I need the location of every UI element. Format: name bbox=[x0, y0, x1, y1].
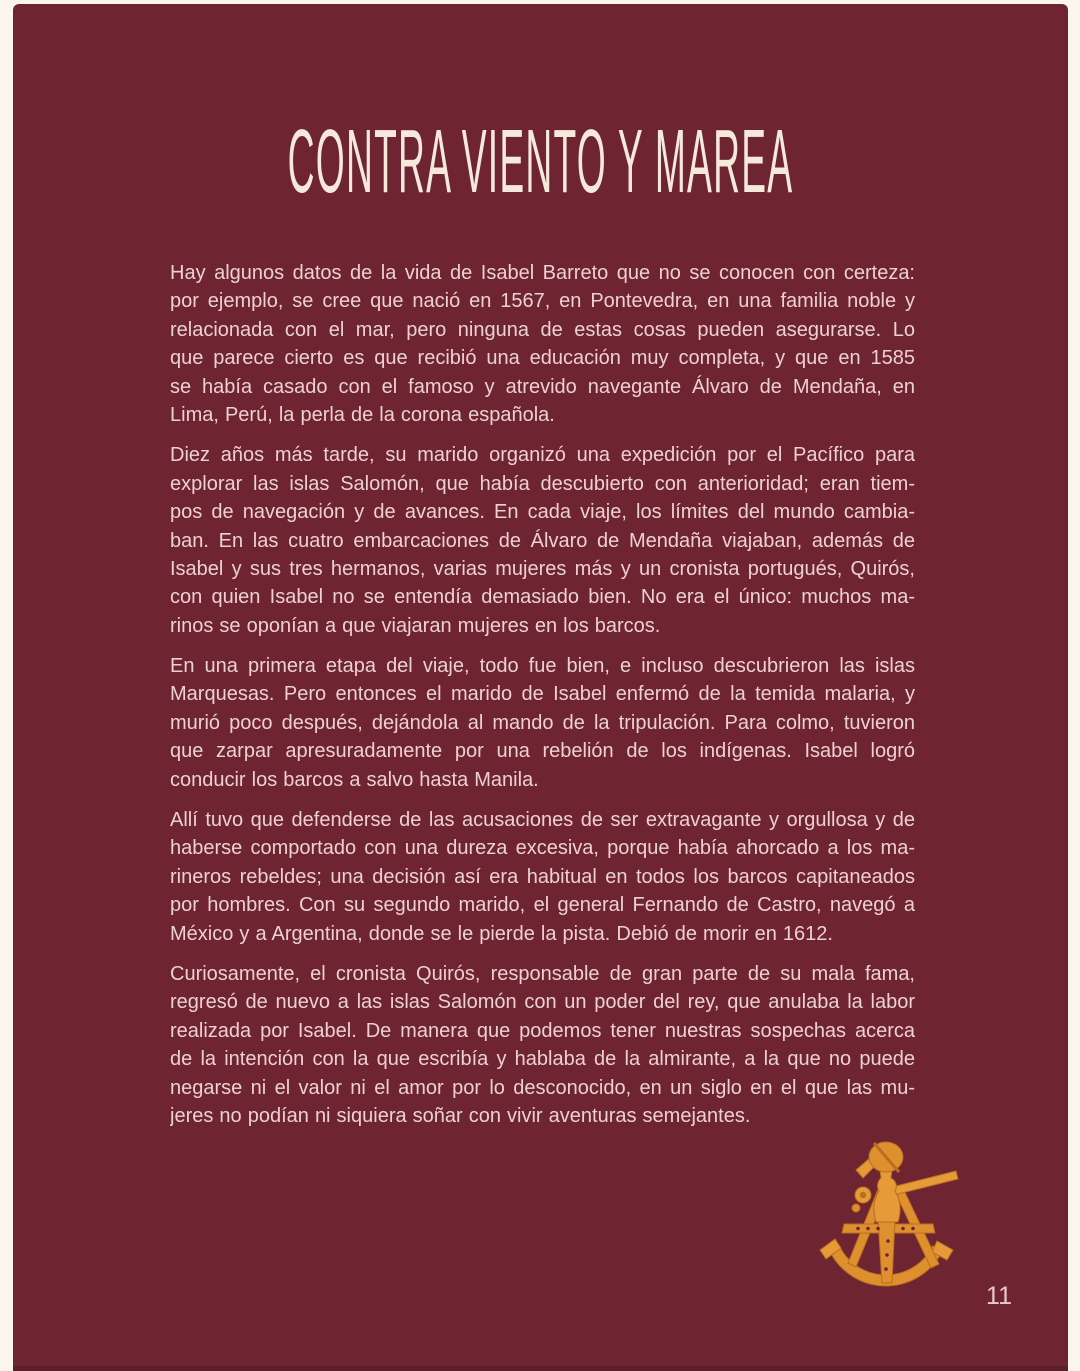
text-line: Diez años más tarde, su marido organizó una expedición por el Pacífico para bbox=[170, 444, 915, 467]
text-line: negarse ni el valor ni el amor por lo desconocido, en un siglo en el que las mu- bbox=[170, 1076, 915, 1099]
text-line: ban. En las cuatro embarcaciones de Álvaro de Mendaña viajaban, además de bbox=[170, 529, 915, 552]
page-number: 11 bbox=[986, 1282, 1012, 1310]
text-line: Isabel y sus tres hermanos, varias mujeres más y un cronista portugués, Quirós, bbox=[170, 557, 915, 580]
page-title: CONTRA VIENTO Y MAREA bbox=[287, 111, 794, 212]
text-line: con quien Isabel no se entendía demasiado bien. No era el único: muchos ma- bbox=[170, 586, 915, 609]
text-line: por hombres. Con su segundo marido, el general Fernando de Castro, navegó a bbox=[170, 894, 915, 917]
paragraph bbox=[170, 960, 915, 1130]
text-line: Hay algunos datos de la vida de Isabel Barreto que no se conocen con certeza: bbox=[170, 262, 915, 284]
text-line: por ejemplo, se cree que nació en 1567, en Pontevedra, en una familia noble y bbox=[170, 290, 915, 313]
text-line: realizada por Isabel. De manera que podemos tener nuestras sospechas acerca bbox=[170, 1019, 915, 1042]
text-line: pos de navegación y de avances. En cada viaje, los límites del mundo cambia- bbox=[170, 501, 915, 524]
text-line: que parece cierto es que recibió una educación muy completa, y que en 1585 bbox=[170, 347, 915, 370]
book-page bbox=[13, 4, 1068, 1371]
text-line: Curiosamente, el cronista Quirós, responsable de gran parte de su mala fama, bbox=[170, 962, 915, 985]
text-line: relacionada con el mar, pero ninguna de estas cosas pueden asegurarse. Lo bbox=[170, 318, 915, 341]
text-line: murió poco después, dejándola al mando de la tripulación. Para colmo, tuvieron bbox=[170, 711, 915, 734]
text-line: conducir los barcos a salvo hasta Manila. bbox=[170, 768, 539, 791]
text-line: rinos se oponían a que viajaran mujeres en los barcos. bbox=[170, 614, 661, 637]
text-line: rineros rebeldes; una decisión así era habitual en todos los barcos capitaneados bbox=[170, 865, 915, 888]
text-line: Marquesas. Pero entonces el marido de Isabel enfermó de la temida malaria, y bbox=[170, 683, 915, 706]
paragraph bbox=[170, 806, 915, 948]
paragraph bbox=[170, 652, 915, 794]
text-line: Allí tuvo que defenderse de las acusaciones de ser extravagante y orgullosa y de bbox=[170, 809, 915, 832]
text-line: Lima, Perú, la perla de la corona española. bbox=[170, 403, 555, 426]
text-line: jeres no podían ni siquiera soñar con vivir aventuras semejantes. bbox=[170, 1104, 751, 1127]
text-line: de la intención con la que escribía y hablaba de la almirante, a la que no puede bbox=[170, 1048, 915, 1071]
text-line: regresó de nuevo a las islas Salomón con un poder del rey, que anulaba la labor bbox=[170, 991, 915, 1014]
paragraph bbox=[170, 259, 915, 429]
page-bottom-shadow bbox=[13, 1366, 1068, 1371]
text-line: explorar las islas Salomón, que había descubierto con anterioridad; eran tiem- bbox=[170, 472, 915, 495]
text-line: se había casado con el famoso y atrevido navegante Álvaro de Mendaña, en bbox=[170, 375, 915, 398]
article-text bbox=[170, 259, 915, 1142]
text-line: México y a Argentina, donde se le pierde la pista. Debió de morir en 1612. bbox=[170, 922, 833, 945]
text-line: En una primera etapa del viaje, todo fue bien, e incluso descubrieron las islas bbox=[170, 655, 915, 678]
paragraph bbox=[170, 441, 915, 640]
text-line: haberse comportado con una dureza excesiva, porque había ahorcado a los ma- bbox=[170, 837, 915, 860]
text-line: que zarpar apresuradamente por una rebelión de los indígenas. Isabel logró bbox=[170, 740, 915, 763]
sextant-icon bbox=[810, 1128, 962, 1294]
